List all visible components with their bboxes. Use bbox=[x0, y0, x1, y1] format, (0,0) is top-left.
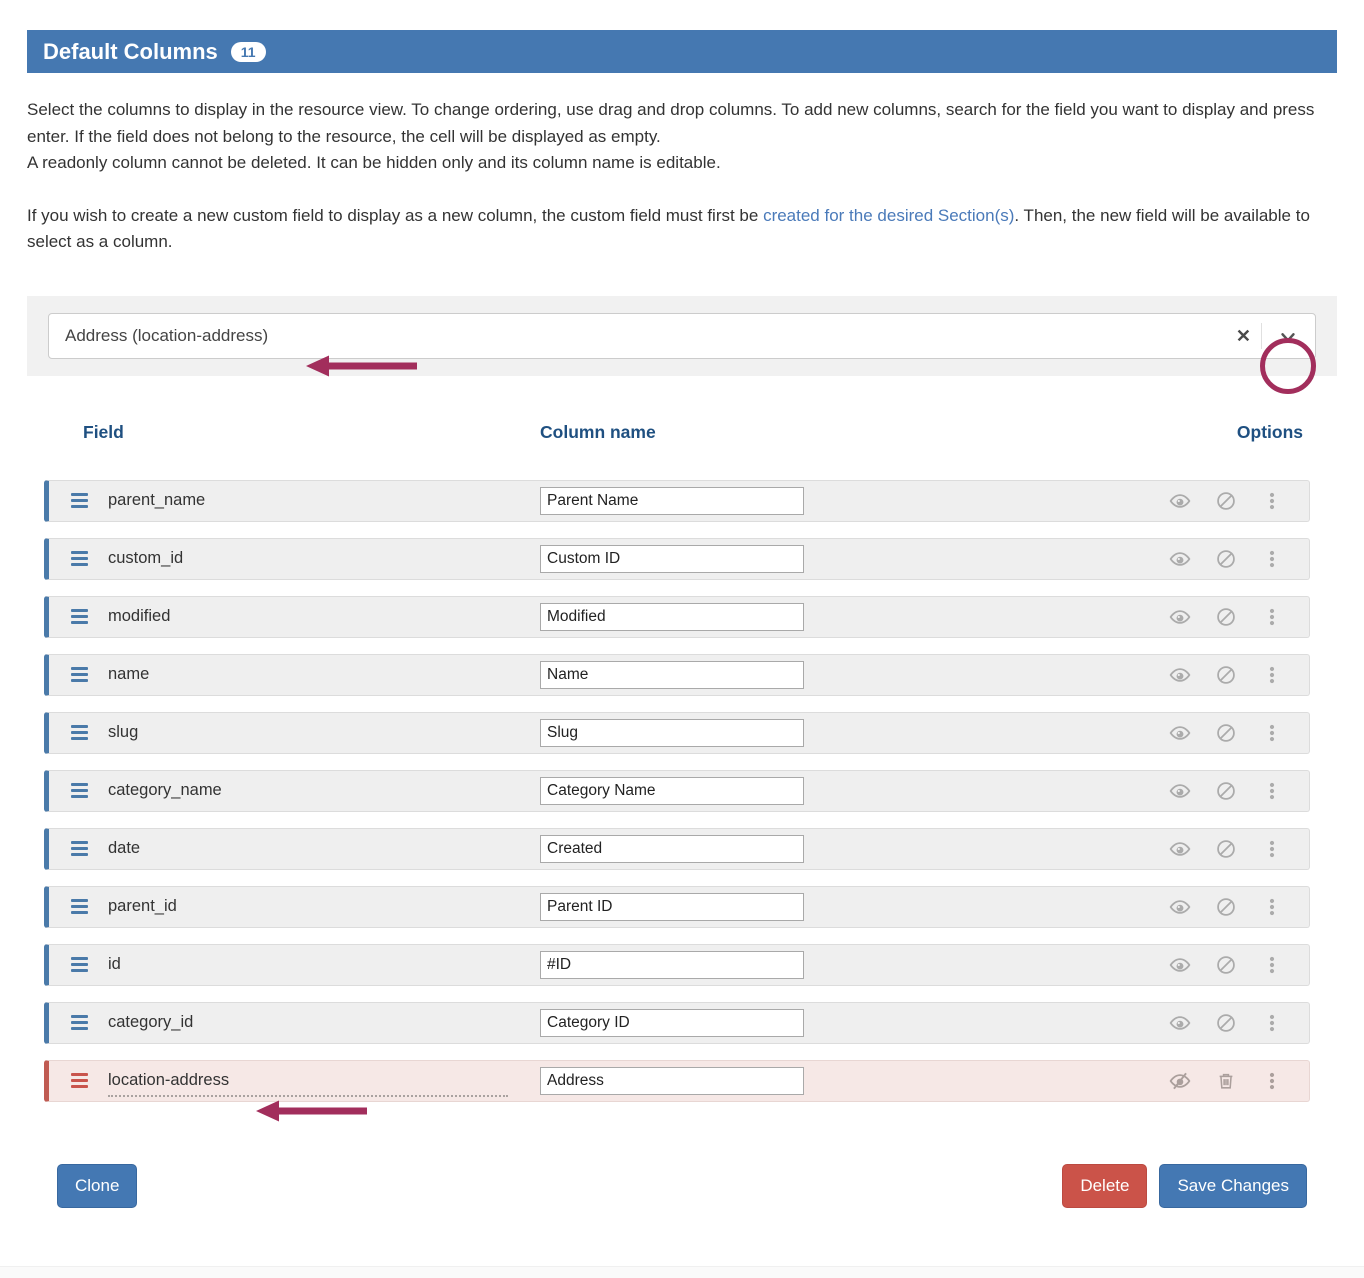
field-search-combobox[interactable] bbox=[48, 313, 1316, 359]
drag-handle-icon[interactable] bbox=[71, 667, 88, 682]
row-options bbox=[1169, 713, 1283, 753]
table-row bbox=[44, 886, 1310, 928]
column-name-input[interactable] bbox=[540, 661, 804, 689]
field-name: category_name bbox=[108, 781, 222, 799]
description-line: . Then, the new field will be available to select as a column. bbox=[27, 205, 1310, 251]
visibility-off-icon[interactable] bbox=[1169, 1070, 1191, 1092]
disable-icon[interactable] bbox=[1215, 722, 1237, 744]
column-name-input[interactable] bbox=[540, 487, 804, 515]
kebab-menu-icon[interactable] bbox=[1261, 1070, 1283, 1092]
kebab-menu-icon[interactable] bbox=[1261, 838, 1283, 860]
table-row bbox=[44, 480, 1310, 522]
column-name-input[interactable] bbox=[540, 1009, 804, 1037]
row-options bbox=[1169, 829, 1283, 869]
table-header-row bbox=[27, 422, 1337, 446]
drag-handle-icon[interactable] bbox=[71, 725, 88, 740]
description-paragraph-1 bbox=[27, 97, 1335, 177]
disable-icon[interactable] bbox=[1215, 548, 1237, 570]
row-options bbox=[1169, 655, 1283, 695]
visibility-icon[interactable] bbox=[1169, 606, 1191, 628]
chevron-down-icon[interactable] bbox=[1277, 326, 1299, 353]
drag-handle-icon[interactable] bbox=[71, 493, 88, 508]
description-paragraph-2 bbox=[27, 203, 1335, 256]
row-options bbox=[1169, 597, 1283, 637]
description-line: If you wish to create a new custom field to display as a new column, the custom field must first be bbox=[27, 205, 764, 225]
table-row bbox=[44, 828, 1310, 870]
divider bbox=[1261, 323, 1262, 349]
visibility-icon[interactable] bbox=[1169, 664, 1191, 686]
table-row bbox=[44, 944, 1310, 986]
panel-header bbox=[27, 30, 1337, 73]
kebab-menu-icon[interactable] bbox=[1261, 664, 1283, 686]
sections-link[interactable]: created for the desired Section(s) bbox=[763, 205, 1015, 225]
column-header-field: Field bbox=[83, 421, 124, 442]
table-row bbox=[44, 1002, 1310, 1044]
count-badge: 11 bbox=[231, 42, 266, 62]
kebab-menu-icon[interactable] bbox=[1261, 1012, 1283, 1034]
clone-button[interactable]: Clone bbox=[57, 1164, 137, 1208]
table-row bbox=[44, 770, 1310, 812]
visibility-icon[interactable] bbox=[1169, 896, 1191, 918]
dotted-underline bbox=[108, 1095, 508, 1097]
trash-icon[interactable] bbox=[1215, 1070, 1237, 1092]
footer-actions bbox=[27, 1164, 1337, 1208]
visibility-icon[interactable] bbox=[1169, 780, 1191, 802]
kebab-menu-icon[interactable] bbox=[1261, 780, 1283, 802]
visibility-icon[interactable] bbox=[1169, 722, 1191, 744]
field-name: custom_id bbox=[108, 549, 184, 567]
visibility-icon[interactable] bbox=[1169, 1012, 1191, 1034]
kebab-menu-icon[interactable] bbox=[1261, 954, 1283, 976]
visibility-icon[interactable] bbox=[1169, 954, 1191, 976]
field-name: id bbox=[108, 955, 121, 973]
save-changes-button[interactable]: Save Changes bbox=[1159, 1164, 1307, 1208]
description-line: A readonly column cannot be deleted. It can be hidden only and its column name is editable. bbox=[27, 153, 721, 172]
table-row bbox=[44, 712, 1310, 754]
field-name: name bbox=[108, 665, 150, 683]
row-options bbox=[1169, 1061, 1283, 1101]
column-name-input[interactable] bbox=[540, 719, 804, 747]
field-search-input[interactable] bbox=[49, 326, 1315, 346]
table-row bbox=[44, 654, 1310, 696]
visibility-icon[interactable] bbox=[1169, 838, 1191, 860]
disable-icon[interactable] bbox=[1215, 838, 1237, 860]
table-row bbox=[44, 596, 1310, 638]
columns-list bbox=[27, 480, 1337, 1102]
visibility-icon[interactable] bbox=[1169, 548, 1191, 570]
row-options bbox=[1169, 945, 1283, 985]
table-row bbox=[44, 1060, 1310, 1102]
drag-handle-icon[interactable] bbox=[71, 1015, 88, 1030]
page-title: Default Columns bbox=[43, 38, 218, 64]
column-name-input[interactable] bbox=[540, 603, 804, 631]
column-name-input[interactable] bbox=[540, 545, 804, 573]
column-name-input[interactable] bbox=[540, 1067, 804, 1095]
column-header-column-name: Column name bbox=[540, 421, 656, 442]
field-name: parent_id bbox=[108, 897, 177, 915]
table-row bbox=[44, 538, 1310, 580]
kebab-menu-icon[interactable] bbox=[1261, 896, 1283, 918]
row-options bbox=[1169, 771, 1283, 811]
drag-handle-icon[interactable] bbox=[71, 551, 88, 566]
drag-handle-icon[interactable] bbox=[71, 783, 88, 798]
field-name: date bbox=[108, 839, 141, 857]
drag-handle-icon[interactable] bbox=[71, 609, 88, 624]
clear-icon[interactable]: ✕ bbox=[1235, 325, 1251, 346]
disable-icon[interactable] bbox=[1215, 780, 1237, 802]
visibility-icon[interactable] bbox=[1169, 490, 1191, 512]
description-line: Select the columns to display in the resource view. To change ordering, use drag and drop columns. To add new columns, search for the field you want to display and press enter. If the field does not belong to the resource, the cell will be displayed as empty. bbox=[27, 100, 1315, 146]
column-name-input[interactable] bbox=[540, 835, 804, 863]
kebab-menu-icon[interactable] bbox=[1261, 722, 1283, 744]
field-name: slug bbox=[108, 723, 139, 741]
disable-icon[interactable] bbox=[1215, 1012, 1237, 1034]
drag-handle-icon[interactable] bbox=[71, 1073, 88, 1088]
kebab-menu-icon[interactable] bbox=[1261, 606, 1283, 628]
field-search-container bbox=[27, 296, 1337, 376]
disable-icon[interactable] bbox=[1215, 954, 1237, 976]
drag-handle-icon[interactable] bbox=[71, 899, 88, 914]
column-header-options: Options bbox=[1236, 421, 1303, 442]
kebab-menu-icon[interactable] bbox=[1261, 548, 1283, 570]
row-options bbox=[1169, 539, 1283, 579]
kebab-menu-icon[interactable] bbox=[1261, 490, 1283, 512]
column-name-input[interactable] bbox=[540, 893, 804, 921]
field-name: modified bbox=[108, 607, 171, 625]
disable-icon[interactable] bbox=[1215, 606, 1237, 628]
row-options bbox=[1169, 481, 1283, 521]
column-name-input[interactable] bbox=[540, 777, 804, 805]
default-columns-panel bbox=[0, 30, 1364, 1208]
column-name-input[interactable] bbox=[540, 951, 804, 979]
field-name: parent_name bbox=[108, 491, 206, 509]
bottom-strip bbox=[0, 1266, 1364, 1278]
row-options bbox=[1169, 887, 1283, 927]
field-name: category_id bbox=[108, 1013, 194, 1031]
drag-handle-icon[interactable] bbox=[71, 841, 88, 856]
row-options bbox=[1169, 1003, 1283, 1043]
drag-handle-icon[interactable] bbox=[71, 957, 88, 972]
field-name: location-address bbox=[108, 1071, 230, 1089]
footer-right-actions bbox=[1062, 1164, 1307, 1208]
disable-icon[interactable] bbox=[1215, 490, 1237, 512]
delete-button[interactable]: Delete bbox=[1062, 1164, 1147, 1208]
disable-icon[interactable] bbox=[1215, 664, 1237, 686]
disable-icon[interactable] bbox=[1215, 896, 1237, 918]
